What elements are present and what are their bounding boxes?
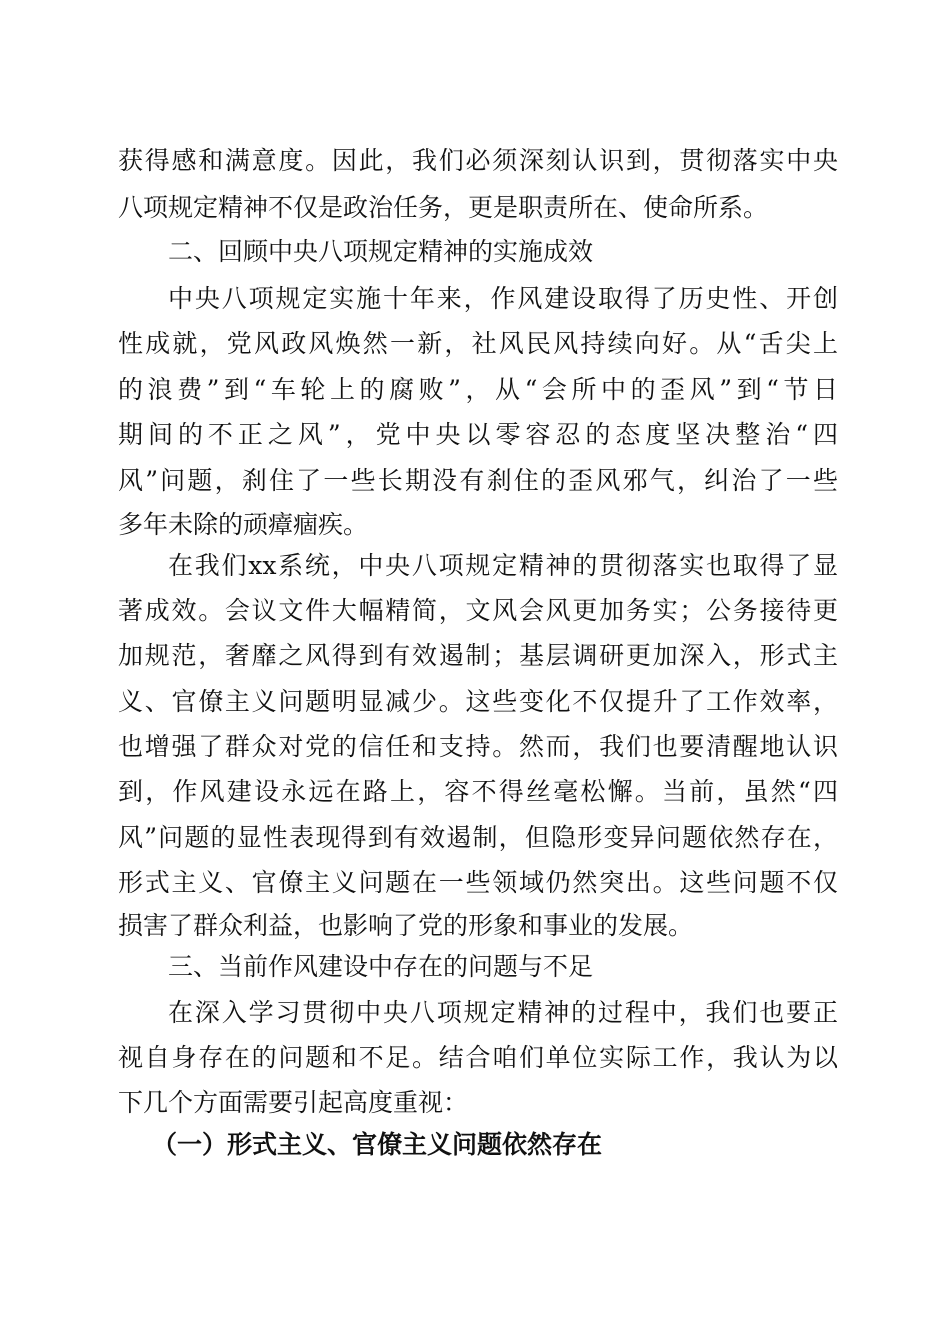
paragraph-line: 的浪费”到“车轮上的腐败”，从“会所中的歪风”到“节日 [118,375,838,404]
paragraph-line: 风”问题的显性表现得到有效遏制，但隐形变异问题依然存在， [118,823,838,852]
paragraph-line: 获得感和满意度。因此，我们必须深刻认识到，贯彻落实中央 [118,146,838,175]
paragraph-line: 视自身存在的问题和不足。结合咱们单位实际工作，我认为以 [118,1043,838,1072]
paragraph-line: 八项规定精神不仅是政治任务，更是职责所在、使命所系。 [118,193,769,222]
paragraph-line: 风”问题，刹住了一些长期没有刹住的歪风邪气，纠治了一些 [118,466,838,495]
paragraph-line: 在我们xx系统，中央八项规定精神的贯彻落实也取得了显 [168,551,838,580]
paragraph-line: 在深入学习贯彻中央八项规定精神的过程中，我们也要正 [168,998,838,1027]
section-heading: 三、当前作风建设中存在的问题与不足 [168,952,594,981]
paragraph-line: 性成就，党风政风焕然一新，社风民风持续向好。从“舌尖上 [118,329,838,358]
paragraph-line: 到，作风建设永远在路上，容不得丝毫松懈。当前，虽然“四 [118,777,838,806]
subsection-heading: （一）形式主义、官僚主义问题依然存在 [152,1130,603,1159]
paragraph-line: 形式主义、官僚主义问题在一些领域仍然突出。这些问题不仅 [118,868,838,897]
paragraph-line: 中央八项规定实施十年来，作风建设取得了历史性、开创 [168,284,838,313]
paragraph-line: 加规范，奢靡之风得到有效遏制；基层调研更加深入，形式主 [118,641,838,670]
paragraph-line: 著成效。会议文件大幅精简，文风会风更加务实；公务接待更 [118,596,838,625]
paragraph-line: 期间的不正之风”，党中央以零容忍的态度坚决整治“四 [118,420,838,449]
paragraph-line: 多年未除的顽瘴痼疾。 [118,510,369,539]
paragraph-line: 义、官僚主义问题明显减少。这些变化不仅提升了工作效率， [118,687,838,716]
section-heading: 二、回顾中央八项规定精神的实施成效 [168,237,594,266]
paragraph-line: 损害了群众利益，也影响了党的形象和事业的发展。 [118,911,694,940]
paragraph-line: 下几个方面需要引起高度重视： [118,1088,469,1117]
paragraph-line: 也增强了群众对党的信任和支持。然而，我们也要清醒地认识 [118,732,838,761]
